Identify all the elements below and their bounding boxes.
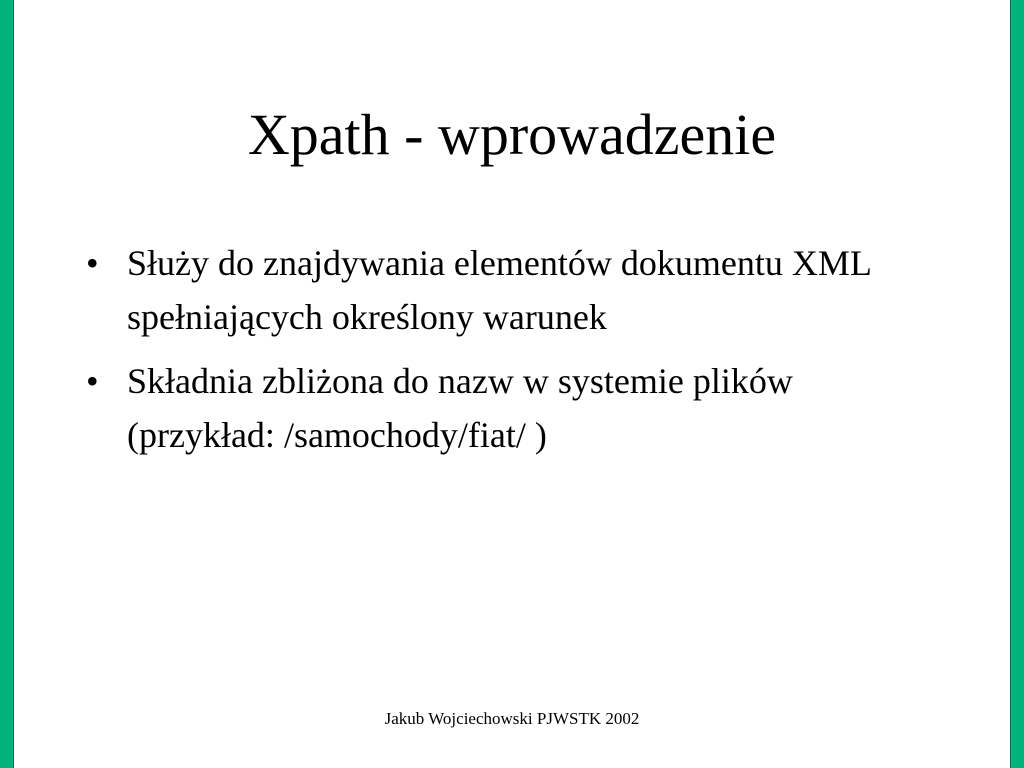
bullet-list <box>84 236 914 472</box>
slide-title: Xpath - wprowadzenie <box>247 102 777 167</box>
bullet-icon: • <box>86 243 99 283</box>
bullet-item <box>84 236 914 344</box>
bullet-item <box>84 354 914 462</box>
bullet-text: Służy do znajdywania elementów dokumentu XML spełniających określony warunek <box>127 243 871 337</box>
slide-footer: Jakub Wojciechowski PJWSTK 2002 <box>384 709 640 728</box>
bullet-text: Składnia zbliżona do nazw w systemie plików (przykład: /samochody/fiat/ ) <box>127 361 793 455</box>
bullet-icon: • <box>86 361 99 401</box>
